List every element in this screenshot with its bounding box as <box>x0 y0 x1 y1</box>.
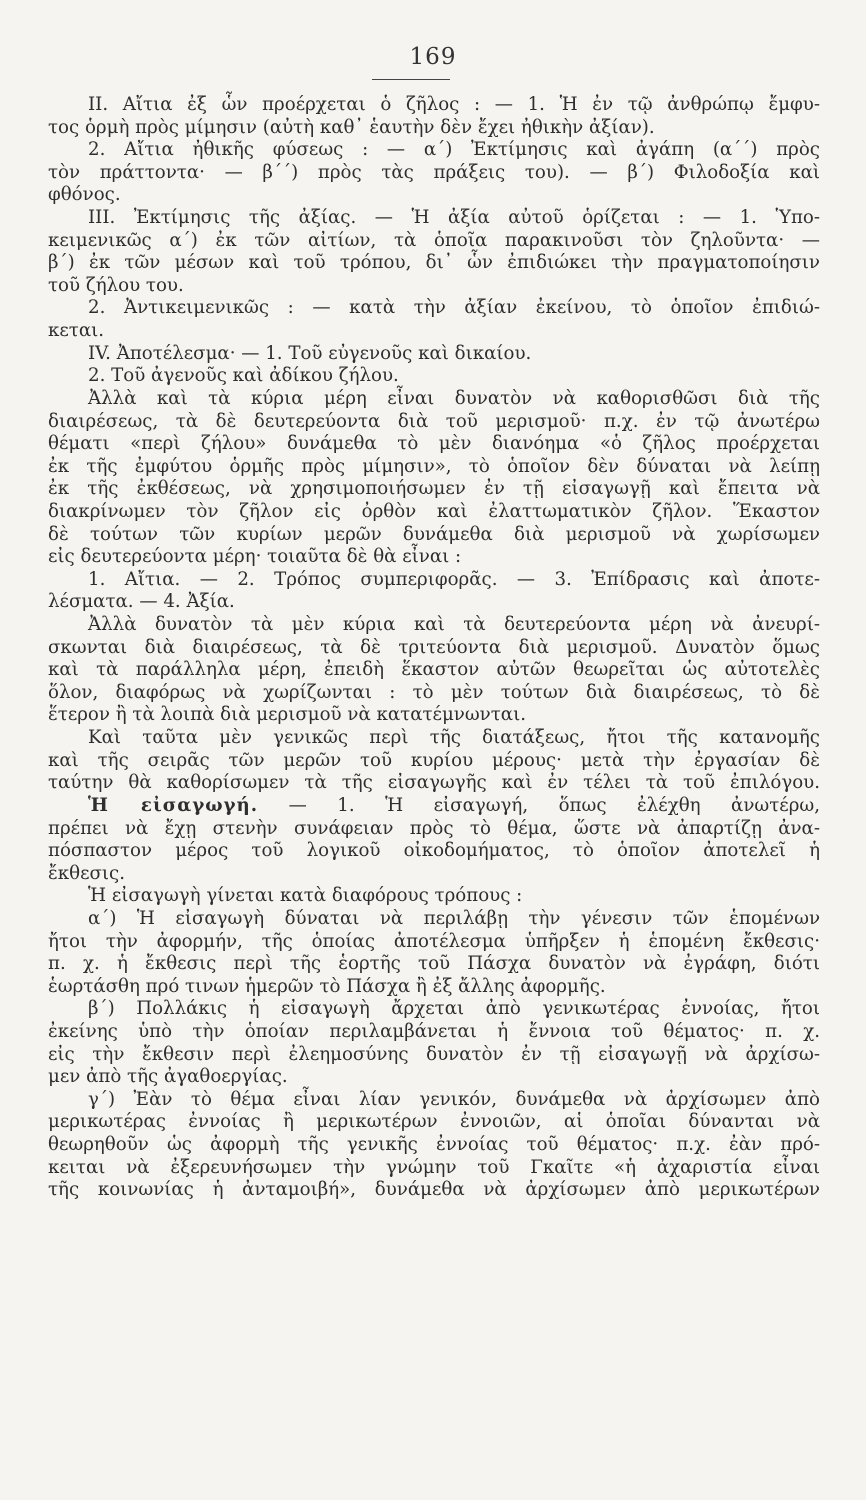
text-line: Ἀλλὰ δυνατὸν τὰ μὲν κύρια καὶ τὰ δευτερεύοντα μέρη νὰ ἀνευρί- <box>88 614 820 636</box>
text-line: π. χ. ἡ ἔκθεσις περὶ τῆς ἑορτῆς τοῦ Πάσχα δυνατὸν νὰ ἐγράφη, διότι <box>48 953 820 975</box>
text-line: III. Ἐκτίμησις τῆς ἀξίας. — Ἡ ἀξία αὐτοῦ ὁρίζεται : — 1. Ὑπο- <box>88 207 820 229</box>
text-line: λέσματα. — 4. Ἀξία. <box>48 591 235 613</box>
text-line: τὸν πράττοντα· — β΄΄) πρὸς τὰς πράξεις του). — β΄) Φιλοδοξία καὶ <box>48 161 820 183</box>
text-line: διαιρέσεως, τὰ δὲ δευτερεύοντα διὰ τοῦ μερισμοῦ· π.χ. ἐν τῷ ἀνωτέρω <box>48 410 820 432</box>
text-line: ἔκθεσις. <box>48 862 126 884</box>
text-line: τος ὁρμὴ πρὸς μίμησιν (αὐτὴ καθ᾽ ἑαυτὴν δὲν ἔχει ἠθικὴν ἀξίαν). <box>48 116 655 138</box>
text-line <box>48 795 820 818</box>
text-line: ἤτοι τὴν ἀφορμήν, τῆς ὁποίας ἀποτέλεσμα ὑπῆρξεν ἡ ἑπομένη ἔκθεσις· <box>48 930 820 952</box>
text-line: κειμενικῶς α΄) ἐκ τῶν αἰτίων, τὰ ὁποῖα παρακινοῦσι τὸν ζηλοῦντα· — <box>48 229 820 251</box>
text-line: καὶ τὰ παράλληλα μέρη, ἐπειδὴ ἕκαστον αὐτῶν θεωρεῖται ὡς αὐτοτελὲς <box>48 659 820 681</box>
text-line: ἐκ τῆς ἐκθέσεως, νὰ χρησιμοποιήσωμεν ἐν τῇ εἰσαγωγῇ καὶ ἔπειτα νὰ <box>48 478 820 500</box>
text-line: κειται νὰ ἐξερευνήσωμεν τὴν γνώμην τοῦ Γκαῖτε «ἡ ἀχαριστία εἶναι <box>48 1156 820 1178</box>
page-number: 169 <box>409 44 457 70</box>
text-line: κεται. <box>48 320 105 342</box>
section-heading: Ἡ εἰσαγωγή. <box>88 794 259 816</box>
text-line: Ἀλλὰ καὶ τὰ κύρια μέρη εἶναι δυνατὸν νὰ καθορισθῶσι διὰ τῆς <box>88 387 820 409</box>
text-line: φθόνος. <box>48 184 121 206</box>
text-line: 2. Ἀντικειμενικῶς : — κατὰ τὴν ἀξίαν ἐκείνου, τὸ ὁποῖον ἐπιδιώ- <box>88 297 820 319</box>
text-line: 1. Αἴτια. — 2. Τρόπος συμπεριφορᾶς. — 3. Ἐπίδρασις καὶ ἀποτε- <box>88 568 820 590</box>
body-text <box>48 94 820 1202</box>
text-line: εἰς τὴν ἔκθεσιν περὶ ἐλεημοσύνης δυνατὸν ἐν τῇ εἰσαγωγῇ νὰ ἀρχίσω- <box>48 1043 820 1065</box>
text-line: β΄) Πολλάκις ἡ εἰσαγωγὴ ἄρχεται ἀπὸ γενικωτέρας ἐννοίας, ἤτοι <box>88 998 820 1020</box>
text-line: Καὶ ταῦτα μὲν γενικῶς περὶ τῆς διατάξεως, ἤτοι τῆς κατανομῆς <box>88 727 820 749</box>
text-line: πόσπαστον μέρος τοῦ λογικοῦ οἰκοδομήματος, τὸ ὁποῖον ἀποτελεῖ ἡ <box>48 840 820 862</box>
text-line: διακρίνωμεν τὸν ζῆλον εἰς ὀρθὸν καὶ ἐλαττωματικὸν ζῆλον. Ἕκαστον <box>48 500 820 522</box>
text-line: θεωρηθοῦν ὡς ἀφορμὴ τῆς γενικῆς ἐννοίας τοῦ θέματος· π.χ. ἐὰν πρό- <box>48 1134 820 1156</box>
text-line: II. Αἴτια ἐξ ὧν προέρχεται ὁ ζῆλος : — 1. Ἡ ἐν τῷ ἀνθρώπῳ ἔμφυ- <box>88 94 820 115</box>
text-line: ἐκείνης ὑπὸ τὴν ὁποίαν περιλαμβάνεται ἡ ἔννοια τοῦ θέματος· π. χ. <box>48 1020 820 1042</box>
text-line: θέματι «περὶ ζήλου» δυνάμεθα τὸ μὲν διανόημα «ὁ ζῆλος προέρχεται <box>48 433 820 455</box>
text-line: σκωνται διὰ διαιρέσεως, τὰ δὲ τριτεύοντα διὰ μερισμοῦ. Δυνατὸν ὅμως <box>48 636 820 658</box>
text-line: γ΄) Ἐὰν τὸ θέμα εἶναι λίαν γενικόν, δυνάμεθα νὰ ἀρχίσωμεν ἀπὸ <box>88 1088 820 1110</box>
text-line: δὲ τούτων τῶν κυρίων μερῶν δυνάμεθα διὰ μερισμοῦ νὰ χωρίσωμεν <box>48 523 820 545</box>
text-line: πρέπει νὰ ἔχῃ στενὴν συνάφειαν πρὸς τὸ θέμα, ὥστε νὰ ἀπαρτίζῃ ἀνα- <box>48 817 820 839</box>
text-line: Ἡ εἰσαγωγὴ γίνεται κατὰ διαφόρους τρόπους : <box>88 885 523 907</box>
text-line: τοῦ ζήλου του. <box>48 274 184 296</box>
text-line: καὶ τῆς σειρᾶς τῶν μερῶν τοῦ κυρίου μέρους· μετὰ τὴν ἐργασίαν δὲ <box>48 749 820 771</box>
text-line: εἰς δευτερεύοντα μέρη· τοιαῦτα δὲ θὰ εἶναι : <box>48 546 462 568</box>
text-line: ἕτερον ἢ τὰ λοιπὰ διὰ μερισμοῦ νὰ κατατέμνωνται. <box>48 704 526 726</box>
text-line: τῆς κοινωνίας ἡ ἀνταμοιβή», δυνάμεθα νὰ ἀρχίσωμεν ἀπὸ μερικωτέρων <box>48 1179 820 1201</box>
text-line: 2. Αἴτια ἠθικῆς φύσεως : — α΄) Ἐκτίμησις καὶ ἀγάπη (α΄΄) πρὸς <box>88 139 820 161</box>
text-line: ἐκ τῆς ἐμφύτου ὁρμῆς πρὸς μίμησιν», τὸ ὁποῖον δὲν δύναται νὰ λείπῃ <box>48 455 820 477</box>
text-line: IV. Ἀποτέλεσμα· — 1. Τοῦ εὐγενοῦς καὶ δικαίου. <box>88 342 532 364</box>
text-line: 2. Τοῦ ἀγενοῦς καὶ ἀδίκου ζήλου. <box>88 365 399 387</box>
text-line-rest: — 1. Ἡ εἰσαγωγή, ὅπως ἐλέχθη ἀνωτέρω, <box>258 794 820 816</box>
text-line: μεν ἀπὸ τῆς ἀγαθοεργίας. <box>48 1066 288 1088</box>
text-line: ταύτην θὰ καθορίσωμεν τὰ τῆς εἰσαγωγῆς καὶ ἐν τέλει τὰ τοῦ ἐπιλόγου. <box>48 772 820 794</box>
page-number-rule <box>372 79 450 80</box>
text-line: μερικωτέρας ἐννοίας ἢ μερικωτέρων ἐννοιῶν, αἱ ὁποῖαι δύνανται νὰ <box>48 1111 820 1133</box>
text-line: ἑωρτάσθη πρό τινων ἡμερῶν τὸ Πάσχα ἢ ἐξ ἄλλης ἀφορμῆς. <box>48 975 606 997</box>
text-line: α΄) Ἡ εἰσαγωγὴ δύναται νὰ περιλάβῃ τὴν γένεσιν τῶν ἑπομένων <box>88 907 820 929</box>
text-line: β΄) ἐκ τῶν μέσων καὶ τοῦ τρόπου, δι᾽ ὧν ἐπιδιώκει τὴν πραγματοποίησιν <box>48 252 820 274</box>
text-line: ὅλον, διαφόρως νὰ χωρίζωνται : τὸ μὲν τούτων διὰ διαιρέσεως, τὸ δὲ <box>48 681 820 703</box>
